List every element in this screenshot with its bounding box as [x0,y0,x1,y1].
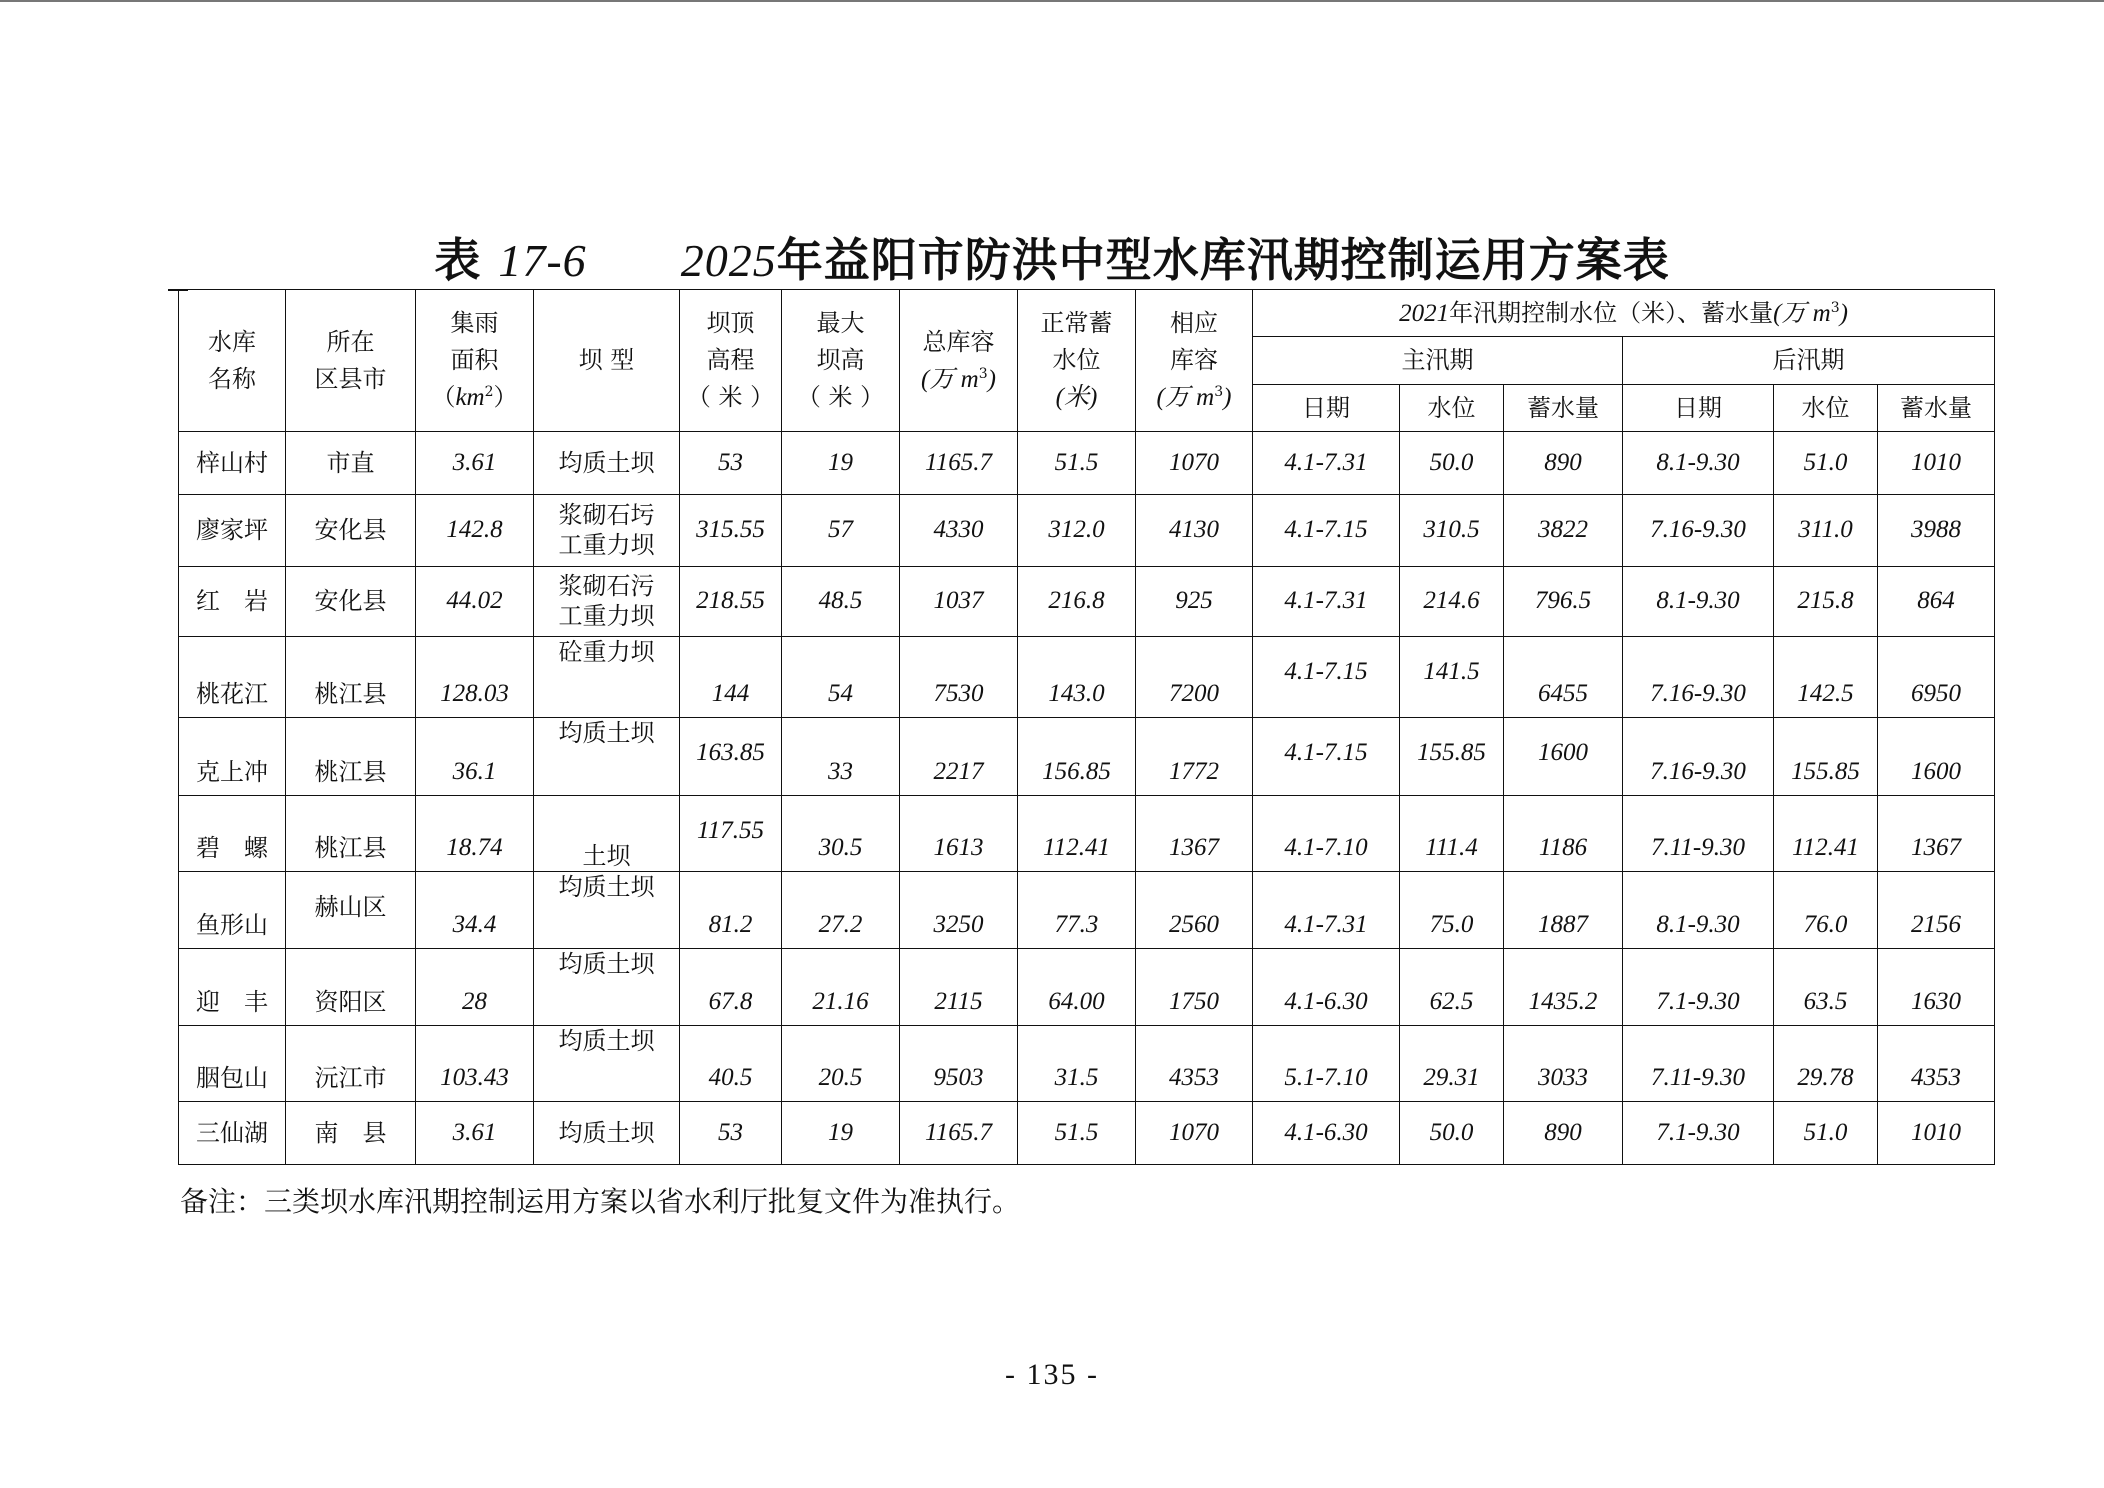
cell-total: 4330 [900,494,1018,566]
cell-total: 1165.7 [900,1102,1018,1165]
table-row [179,494,1995,566]
cell-name: 梓山村 [179,432,286,495]
reservoir-table [178,289,1995,1165]
title-text: 年益阳市防洪中型水库汛期控制运用方案表 [776,233,1670,287]
header-dam-type: 坝 型 [534,290,680,432]
cell-dam: 均质土坝 [534,1102,680,1165]
cell-county: 桃江县 [286,795,416,872]
header-total-capacity: 总库容 (万 $m^3$) [900,290,1018,432]
cell-dam: 土坝 [534,795,680,872]
cell-corr: 4130 [1136,494,1253,566]
cell-m-storage: 890 [1504,432,1623,495]
cell-crest: 218.55 [680,566,782,637]
cell-l-storage: 1010 [1878,432,1995,495]
cell-name: 廖家坪 [179,494,286,566]
cell-name: 克上冲 [179,717,286,795]
title-year: 2025 [680,235,777,286]
cell-name: 碧 螺 [179,795,286,872]
cell-normal: 312.0 [1018,494,1136,566]
table-row [179,566,1995,637]
cell-name: 红 岩 [179,566,286,637]
cell-total: 7530 [900,637,1018,718]
cell-l-date: 7.16-9.30 [1623,637,1774,718]
cell-total: 9503 [900,1025,1018,1102]
cell-crest: 117.55 [680,795,782,872]
cell-county: 市直 [286,432,416,495]
cell-total: 2217 [900,717,1018,795]
cell-dam: 均质土坝 [534,948,680,1025]
cell-corr: 1750 [1136,948,1253,1025]
cell-county: 桃江县 [286,717,416,795]
cell-area: 18.74 [416,795,534,872]
cell-l-level: 76.0 [1774,872,1878,949]
header-main-storage: 蓄水量 [1504,384,1623,431]
cell-l-date: 8.1-9.30 [1623,566,1774,637]
cell-dam: 均质土坝 [534,432,680,495]
cell-corr: 7200 [1136,637,1253,718]
cell-area: 128.03 [416,637,534,718]
footnote: 备注：三类坝水库汛期控制运用方案以省水利厅批复文件为准执行。 [180,1185,1021,1218]
cell-area: 36.1 [416,717,534,795]
title-number: 17-6 [498,235,587,286]
cell-m-storage: 6455 [1504,637,1623,718]
table-row [179,1102,1995,1165]
header-normal-level: 正常蓄 水位 (米) [1018,290,1136,432]
cell-county: 赫山区 [286,872,416,949]
cell-dam: 均质土坝 [534,1025,680,1102]
cell-area: 28 [416,948,534,1025]
cell-total: 1613 [900,795,1018,872]
cell-l-level: 155.85 [1774,717,1878,795]
cell-max: 20.5 [782,1025,900,1102]
cell-l-level: 29.78 [1774,1025,1878,1102]
cell-l-level: 63.5 [1774,948,1878,1025]
cell-crest: 315.55 [680,494,782,566]
cell-crest: 144 [680,637,782,718]
cell-dam: 浆砌石污工重力坝 [534,566,680,637]
cell-max: 19 [782,1102,900,1165]
cell-crest: 81.2 [680,872,782,949]
cell-county: 安化县 [286,494,416,566]
header-crest-elevation: 坝顶 高程 （ 米 ） [680,290,782,432]
cell-area: 142.8 [416,494,534,566]
cell-corr: 4353 [1136,1025,1253,1102]
cell-max: 54 [782,637,900,718]
cell-m-level: 214.6 [1400,566,1504,637]
cell-total: 2115 [900,948,1018,1025]
cell-normal: 51.5 [1018,432,1136,495]
cell-dam: 均质土坝 [534,872,680,949]
cell-l-level: 311.0 [1774,494,1878,566]
cell-l-storage: 1367 [1878,795,1995,872]
cell-m-level: 155.85 [1400,717,1504,795]
cell-l-storage: 1010 [1878,1102,1995,1165]
cell-l-storage: 864 [1878,566,1995,637]
cell-l-storage: 4353 [1878,1025,1995,1102]
table-row [179,432,1995,495]
cell-corr: 1772 [1136,717,1253,795]
header-main-level: 水位 [1400,384,1504,431]
header-late-storage: 蓄水量 [1878,384,1995,431]
cell-corr: 2560 [1136,872,1253,949]
cell-m-date: 4.1-6.30 [1253,948,1400,1025]
cell-county: 沅江市 [286,1025,416,1102]
cell-name: 迎 丰 [179,948,286,1025]
cell-normal: 216.8 [1018,566,1136,637]
cell-crest: 53 [680,1102,782,1165]
cell-normal: 143.0 [1018,637,1136,718]
cell-county: 安化县 [286,566,416,637]
cell-m-date: 4.1-7.10 [1253,795,1400,872]
cell-dam: 浆砌石圬工重力坝 [534,494,680,566]
cell-total: 3250 [900,872,1018,949]
cell-crest: 53 [680,432,782,495]
table-row [179,1025,1995,1102]
cell-normal: 112.41 [1018,795,1136,872]
table-title [0,224,2104,290]
header-main-flood-season: 主汛期 [1253,337,1623,384]
cell-m-level: 310.5 [1400,494,1504,566]
cell-l-storage: 6950 [1878,637,1995,718]
table-row [179,717,1995,795]
cell-normal: 31.5 [1018,1025,1136,1102]
cell-name: 鱼形山 [179,872,286,949]
cell-m-storage: 796.5 [1504,566,1623,637]
cell-m-date: 4.1-7.31 [1253,872,1400,949]
cell-area: 44.02 [416,566,534,637]
header-late-flood-season: 后汛期 [1623,337,1995,384]
cell-max: 33 [782,717,900,795]
header-corresponding-capacity: 相应 库容 (万 $m^3$) [1136,290,1253,432]
cell-total: 1165.7 [900,432,1018,495]
cell-area: 3.61 [416,432,534,495]
cell-dam: 均质土坝 [534,717,680,795]
cell-m-level: 50.0 [1400,1102,1504,1165]
cell-m-storage: 1600 [1504,717,1623,795]
header-county: 所在 区县市 [286,290,416,432]
cell-m-level: 111.4 [1400,795,1504,872]
cell-max: 30.5 [782,795,900,872]
cell-m-storage: 3033 [1504,1025,1623,1102]
cell-max: 48.5 [782,566,900,637]
cell-l-date: 7.1-9.30 [1623,948,1774,1025]
cell-total: 1037 [900,566,1018,637]
cell-crest: 40.5 [680,1025,782,1102]
cell-l-level: 51.0 [1774,432,1878,495]
cell-area: 3.61 [416,1102,534,1165]
cell-county: 资阳区 [286,948,416,1025]
cell-corr: 1070 [1136,1102,1253,1165]
cell-m-level: 29.31 [1400,1025,1504,1102]
cell-county: 南 县 [286,1102,416,1165]
table-row [179,637,1995,718]
table-row [179,872,1995,949]
cell-l-date: 7.11-9.30 [1623,1025,1774,1102]
page-number: - 135 - [1005,1358,1099,1391]
cell-name: 胭包山 [179,1025,286,1102]
cell-corr: 1070 [1136,432,1253,495]
cell-m-storage: 1435.2 [1504,948,1623,1025]
cell-max: 57 [782,494,900,566]
header-name: 水库 名称 [179,290,286,432]
cell-corr: 1367 [1136,795,1253,872]
table-row [179,795,1995,872]
cell-l-storage: 1630 [1878,948,1995,1025]
cell-m-storage: 1887 [1504,872,1623,949]
cell-crest: 67.8 [680,948,782,1025]
cell-m-date: 4.1-7.15 [1253,717,1400,795]
cell-l-date: 7.11-9.30 [1623,795,1774,872]
cell-max: 19 [782,432,900,495]
cell-l-storage: 2156 [1878,872,1995,949]
header-flood-control-group: 2021年汛期控制水位（米）、蓄水量(万 $m^3$) [1253,290,1995,337]
cell-max: 27.2 [782,872,900,949]
header-late-date: 日期 [1623,384,1774,431]
cell-m-level: 141.5 [1400,637,1504,718]
cell-m-level: 75.0 [1400,872,1504,949]
cell-m-date: 4.1-6.30 [1253,1102,1400,1165]
cell-name: 桃花江 [179,637,286,718]
cell-l-level: 51.0 [1774,1102,1878,1165]
cell-l-date: 7.16-9.30 [1623,494,1774,566]
cell-dam: 砼重力坝 [534,637,680,718]
cell-m-date: 4.1-7.31 [1253,566,1400,637]
cell-m-storage: 890 [1504,1102,1623,1165]
cell-m-date: 4.1-7.31 [1253,432,1400,495]
top-border-line [0,0,2104,2]
cell-county: 桃江县 [286,637,416,718]
cell-m-date: 4.1-7.15 [1253,637,1400,718]
cell-l-storage: 3988 [1878,494,1995,566]
cell-l-storage: 1600 [1878,717,1995,795]
cell-m-level: 62.5 [1400,948,1504,1025]
header-main-date: 日期 [1253,384,1400,431]
cell-m-storage: 1186 [1504,795,1623,872]
header-catchment-area: 集雨 面积 $(km^2)$ [416,290,534,432]
cell-corr: 925 [1136,566,1253,637]
cell-l-date: 8.1-9.30 [1623,872,1774,949]
cell-l-level: 112.41 [1774,795,1878,872]
table-row [179,948,1995,1025]
cell-l-level: 215.8 [1774,566,1878,637]
cell-name: 三仙湖 [179,1102,286,1165]
cell-m-date: 4.1-7.15 [1253,494,1400,566]
cell-m-date: 5.1-7.10 [1253,1025,1400,1102]
cell-area: 34.4 [416,872,534,949]
header-late-level: 水位 [1774,384,1878,431]
cell-area: 103.43 [416,1025,534,1102]
cell-m-storage: 3822 [1504,494,1623,566]
cell-normal: 77.3 [1018,872,1136,949]
cell-l-date: 7.16-9.30 [1623,717,1774,795]
header-max-dam-height: 最大 坝高 （ 米 ） [782,290,900,432]
cell-max: 21.16 [782,948,900,1025]
title-prefix: 表 [434,233,482,287]
cell-normal: 64.00 [1018,948,1136,1025]
cell-m-level: 50.0 [1400,432,1504,495]
cell-l-level: 142.5 [1774,637,1878,718]
cell-l-date: 8.1-9.30 [1623,432,1774,495]
cell-normal: 51.5 [1018,1102,1136,1165]
cell-l-date: 7.1-9.30 [1623,1102,1774,1165]
cell-normal: 156.85 [1018,717,1136,795]
cell-crest: 163.85 [680,717,782,795]
